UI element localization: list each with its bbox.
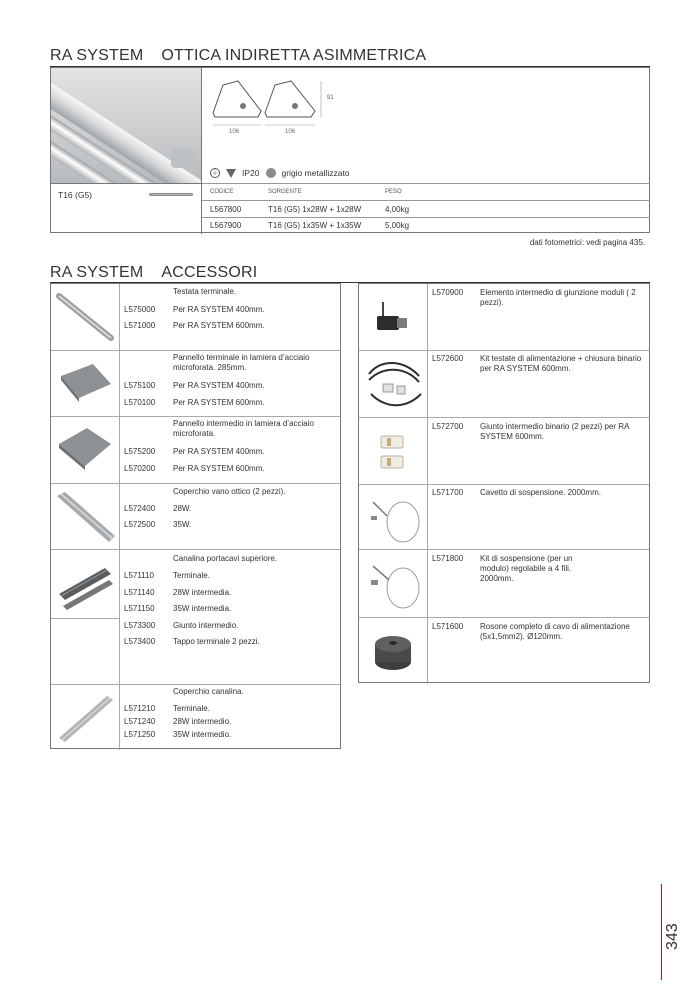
- header-weight: PESO: [385, 189, 402, 195]
- accessory-text: 35W.: [173, 520, 192, 529]
- accessory-desc: Coperchio vano ottico (2 pezzi).: [173, 487, 286, 496]
- accessory-text: Per RA SYSTEM 400mm.: [173, 381, 265, 390]
- accessory-text: Tappo terminale 2 pezzi.: [173, 637, 260, 646]
- accessory-image: [361, 354, 425, 416]
- accessory-image: [53, 486, 117, 546]
- f-mark-icon: [226, 169, 236, 178]
- accessory-image: [361, 622, 425, 682]
- accessory-code: L575000: [124, 305, 156, 314]
- accessory-text: Kit testate di alimentazione + chiusura binario per RA SYSTEM 600mm.: [480, 354, 642, 373]
- lamp-icon: [149, 193, 193, 196]
- spec-source: T16 (G5) 1x35W + 1x35W: [268, 221, 362, 230]
- accessory-text: Per RA SYSTEM 600mm.: [173, 321, 265, 330]
- accessory-code: L571600: [432, 622, 464, 631]
- accessory-image: [53, 688, 117, 748]
- section-title-right: ACCESSORI: [161, 264, 258, 281]
- accessory-text: Cavetto di sospensione. 2000mm.: [480, 488, 601, 497]
- spec-code: L567900: [210, 221, 242, 230]
- accessory-desc: Canalina portacavi superiore.: [173, 554, 278, 563]
- accessory-image: [53, 286, 117, 348]
- accessory-code: L570900: [432, 288, 464, 297]
- accessory-code: L573400: [124, 637, 156, 646]
- accessory-code: L573300: [124, 621, 156, 630]
- page-accent-bar: [661, 884, 662, 980]
- accessory-text: 28W intermedio.: [173, 717, 232, 726]
- profile-drawing: [203, 73, 328, 143]
- accessory-code: L575100: [124, 381, 156, 390]
- accessory-code: L575200: [124, 447, 156, 456]
- dimension-width-a: 106: [229, 129, 240, 135]
- accessory-text: 28W.: [173, 504, 192, 513]
- product-box: [50, 67, 650, 233]
- accessory-code: L571140: [124, 588, 155, 597]
- accessory-text: 35W intermedia.: [173, 604, 232, 613]
- dimension-height: 91: [327, 95, 334, 101]
- accessory-text: Terminale.: [173, 571, 210, 580]
- accessory-text: Rosone completo di cavo di alimentazione (5x1,5mm2). Ø120mm.: [480, 622, 630, 641]
- accessory-text: 35W intermedio.: [173, 730, 232, 739]
- photometric-note: dati fotometrici: vedi pagina 435.: [529, 238, 645, 247]
- accessory-code: L571250: [124, 730, 156, 739]
- accessory-code: L571240: [124, 717, 156, 726]
- accessory-code: L571000: [124, 321, 156, 330]
- accessory-image: [53, 354, 117, 414]
- accessory-image: [361, 422, 425, 482]
- accessories-left-table: [50, 283, 341, 749]
- accessory-image: [53, 420, 117, 480]
- accessory-text: Per RA SYSTEM 600mm.: [173, 398, 265, 407]
- accessory-image: [361, 554, 425, 614]
- finish-swatch-icon: [266, 168, 276, 178]
- accessory-code: L572600: [432, 354, 464, 363]
- spec-weight: 5,00kg: [385, 221, 410, 230]
- header-code: CODICE: [210, 189, 234, 195]
- section-title-left: RA SYSTEM: [50, 47, 144, 64]
- accessory-code: L571210: [124, 704, 156, 713]
- product-photo: [51, 68, 201, 183]
- accessory-desc: Coperchio canalina.: [173, 687, 244, 696]
- accessory-image: [361, 488, 425, 548]
- accessory-code: L572500: [124, 520, 156, 529]
- certifications: [210, 168, 350, 178]
- accessory-image: [53, 554, 117, 614]
- earth-icon: ⏚: [211, 169, 219, 176]
- accessory-text: Per RA SYSTEM 600mm.: [173, 464, 265, 473]
- dimension-width-b: 106: [285, 129, 296, 135]
- accessory-code: L571150: [124, 604, 155, 613]
- accessory-code: L571700: [432, 488, 464, 497]
- accessory-desc: Pannello terminale in lamiera d’acciaio microforata. 285mm.: [173, 353, 310, 372]
- spec-code: L567800: [210, 205, 242, 214]
- accessory-code: L572700: [432, 422, 464, 431]
- section-title: [50, 264, 257, 282]
- accessory-text: Terminale.: [173, 704, 210, 713]
- accessory-code: L570200: [124, 464, 156, 473]
- section-title: [50, 47, 426, 65]
- section-title-left: RA SYSTEM: [50, 264, 144, 281]
- header-source: SORGENTE: [268, 189, 302, 195]
- accessory-text: Giunto intermedio.: [173, 621, 239, 630]
- accessory-code: L571800: [432, 554, 464, 563]
- accessory-desc: Testata terminale.: [173, 287, 237, 296]
- section-title-right: OTTICA INDIRETTA ASIMMETRICA: [161, 47, 427, 64]
- accessories-right-table: [358, 283, 650, 683]
- accessory-code: L570100: [124, 398, 156, 407]
- accessory-text: Per RA SYSTEM 400mm.: [173, 447, 265, 456]
- accessory-text: Elemento intermedio di giunzione moduli ( 2 pezzi).: [480, 288, 636, 307]
- accessory-text: Kit di sospensione (per un modulo) regolabile a 4 fili. 2000mm.: [480, 554, 573, 583]
- accessory-code: L571110: [124, 571, 154, 580]
- accessory-text: 28W intermedia.: [173, 588, 232, 597]
- accessory-desc: Pannello intermedio in lamiera d’acciaio microforata.: [173, 419, 314, 438]
- accessory-code: L572400: [124, 504, 156, 513]
- accessory-text: Giunto intermedio binario (2 pezzi) per RA SYSTEM 600mm.: [480, 422, 629, 441]
- accessory-image: [361, 288, 425, 348]
- accessory-text: Per RA SYSTEM 400mm.: [173, 305, 265, 314]
- spec-source: T16 (G5) 1x28W + 1x28W: [268, 205, 362, 214]
- finish-label: grigio metallizzato: [281, 168, 350, 178]
- spec-weight: 4,00kg: [385, 205, 410, 214]
- lamp-label: T16 (G5): [58, 190, 93, 200]
- page-number: 343: [664, 923, 681, 950]
- ip-rating: IP20: [242, 168, 260, 178]
